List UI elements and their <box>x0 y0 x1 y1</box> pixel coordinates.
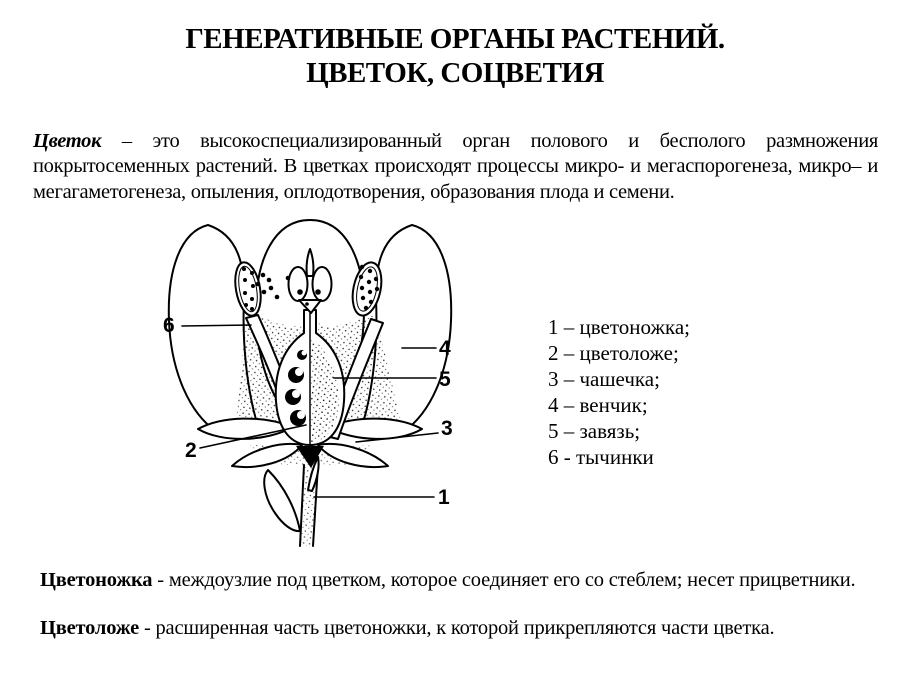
stigma-dot <box>305 302 309 306</box>
diagram-label-2: 2 <box>185 439 197 462</box>
legend-item-4: 4 – венчик; <box>548 393 648 417</box>
diagram-label-3: 3 <box>441 417 453 440</box>
legend-list <box>548 314 690 470</box>
legend-item-2: 2 – цветоложе; <box>548 341 679 365</box>
page-title-line2: ЦВЕТОК, СОЦВЕТИЯ <box>306 57 604 89</box>
legend-item-3: 3 – чашечка; <box>548 367 660 391</box>
definition-receptacle-text: - расширенная часть цветоножки, к которой прикрепляются части цветка. <box>139 616 775 639</box>
leader-line-6 <box>182 325 251 326</box>
bract-long <box>264 470 300 531</box>
diagram-label-5: 5 <box>439 368 451 391</box>
page-title <box>0 22 910 90</box>
central-anther-lobe-left <box>289 267 308 301</box>
diagram-label-1: 1 <box>438 486 450 509</box>
legend-item-1: 1 – цветоножка; <box>548 315 691 339</box>
diagram-label-6: 6 <box>163 314 175 337</box>
intro-paragraph <box>33 129 878 206</box>
central-anther-lobe-right <box>313 267 332 301</box>
legend-item-5: 5 – завязь; <box>548 419 641 443</box>
definition-receptacle <box>40 617 774 640</box>
page-title-line1: ГЕНЕРАТИВНЫЕ ОРГАНЫ РАСТЕНИЙ. <box>185 23 725 55</box>
definition-receptacle-term: Цветоложе <box>40 616 140 639</box>
connective-tip <box>307 249 314 276</box>
central-anther-dot-right <box>315 289 321 295</box>
definition-pedicel-term: Цветоножка <box>40 568 153 591</box>
diagram-label-4: 4 <box>439 337 451 360</box>
legend-item-6: 6 - тычинки <box>548 445 654 469</box>
flower-diagram <box>150 205 490 550</box>
central-anther-dot-left <box>297 289 303 295</box>
intro-text: – это высокоспециализированный орган полового и бесполого размножения покрытосеменных растений. В цветках происходят процессы микро- и мегаспорогенеза, микро– и мегагаметогенеза, опыления, оплодотворения, образования плода и семени. <box>33 129 878 203</box>
definition-pedicel-text: - междоузлие под цветком, которое соединяет его со стеблем; несет прицветники. <box>152 568 856 591</box>
definition-pedicel <box>40 569 855 592</box>
intro-term: Цветок <box>33 129 102 152</box>
